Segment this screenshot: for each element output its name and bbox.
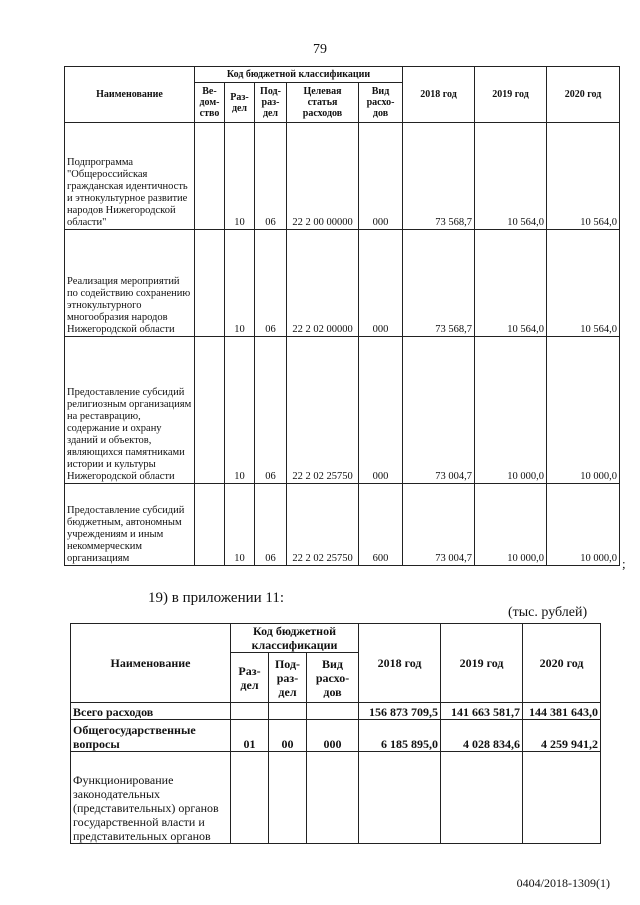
page-number: 79 (313, 42, 327, 57)
row-name: Всего расходов (71, 703, 231, 720)
row-podrazdel: 06 (255, 123, 287, 230)
table-row (65, 484, 620, 566)
row-2020: 144 381 643,0 (523, 703, 601, 720)
row-razdel (231, 703, 269, 720)
row-podrazdel (269, 703, 307, 720)
amendment-paragraph: 19) в приложении 11: (148, 590, 285, 606)
table-row (71, 720, 601, 752)
row-podrazdel: 06 (255, 337, 287, 484)
row-2019: 4 028 834,6 (441, 720, 523, 752)
budget-table-departmental (64, 66, 620, 566)
table-row (71, 703, 601, 720)
row-razdel: 01 (231, 720, 269, 752)
header-vedomstvo: Ве- дом- ство (195, 83, 225, 123)
row-razdel: 10 (225, 123, 255, 230)
header-razdel: Раз- дел (231, 653, 269, 703)
row-celevaya: 22 2 02 00000 (287, 230, 359, 337)
row-vid: 000 (359, 123, 403, 230)
header-celevaya: Целевая статья расходов (287, 83, 359, 123)
table-row (65, 337, 620, 484)
row-vid (307, 752, 359, 844)
row-vedomstvo (195, 123, 225, 230)
header-name: Наименование (65, 67, 195, 123)
row-vid (307, 703, 359, 720)
table-row (65, 123, 620, 230)
units-label: (тыс. рублей) (508, 605, 588, 620)
row-2020 (523, 752, 601, 844)
row-2019: 10 000,0 (475, 484, 547, 566)
row-name: Подпрограмма "Общероссийская гражданская идентичность и этнокультурное развитие народов Нижегородской области" (65, 123, 195, 230)
row-podrazdel (269, 752, 307, 844)
header-2018: 2018 год (403, 67, 475, 123)
row-razdel: 10 (225, 484, 255, 566)
header-name: Наименование (71, 624, 231, 703)
row-razdel (231, 752, 269, 844)
header-vid: Вид расхо- дов (307, 653, 359, 703)
header-2019: 2019 год (475, 67, 547, 123)
header-2020: 2020 год (547, 67, 620, 123)
row-2019: 10 564,0 (475, 230, 547, 337)
row-2020: 4 259 941,2 (523, 720, 601, 752)
row-vid: 000 (307, 720, 359, 752)
row-2018 (359, 752, 441, 844)
row-2019 (441, 752, 523, 844)
row-vid: 000 (359, 230, 403, 337)
row-2019: 10 564,0 (475, 123, 547, 230)
table-row (71, 752, 601, 844)
row-vid: 000 (359, 337, 403, 484)
row-name: Функционирование законодательных (представительных) органов государственной власти и представительных органов (71, 752, 231, 844)
header-code-group: Код бюджетной классификации (195, 67, 403, 83)
header-2018: 2018 год (359, 624, 441, 703)
row-name: Реализация мероприятий по содействию сохранению этнокультурного многообразия народов Нижегородской области (65, 230, 195, 337)
row-2018: 73 568,7 (403, 230, 475, 337)
row-2020: 10 000,0 (547, 337, 620, 484)
row-vedomstvo (195, 230, 225, 337)
row-razdel: 10 (225, 337, 255, 484)
row-celevaya: 22 2 02 25750 (287, 337, 359, 484)
header-vid: Вид расхо- дов (359, 83, 403, 123)
trailing-semicolon: ; (622, 556, 626, 571)
row-podrazdel: 00 (269, 720, 307, 752)
row-podrazdel: 06 (255, 230, 287, 337)
header-2020: 2020 год (523, 624, 601, 703)
row-2019: 10 000,0 (475, 337, 547, 484)
header-razdel: Раз- дел (225, 83, 255, 123)
table-row (65, 230, 620, 337)
row-2020: 10 564,0 (547, 230, 620, 337)
row-2020: 10 564,0 (547, 123, 620, 230)
header-2019: 2019 год (441, 624, 523, 703)
row-2018: 73 568,7 (403, 123, 475, 230)
row-2018: 6 185 895,0 (359, 720, 441, 752)
row-2018: 73 004,7 (403, 484, 475, 566)
row-name: Предоставление субсидий религиозным организациям на реставрацию, содержание и охрану зданий и объектов, являющихся памятниками истории и культуры Нижегородской области (65, 337, 195, 484)
row-vedomstvo (195, 337, 225, 484)
budget-table-sections (70, 623, 601, 844)
row-name: Общегосударственные вопросы (71, 720, 231, 752)
row-razdel: 10 (225, 230, 255, 337)
header-podrazdel: Под- раз- дел (255, 83, 287, 123)
row-2018: 156 873 709,5 (359, 703, 441, 720)
row-2019: 141 663 581,7 (441, 703, 523, 720)
header-podrazdel: Под- раз- дел (269, 653, 307, 703)
document-code: 0404/2018-1309(1) (516, 876, 610, 890)
row-celevaya: 22 2 02 25750 (287, 484, 359, 566)
row-2020: 10 000,0 (547, 484, 620, 566)
row-celevaya: 22 2 00 00000 (287, 123, 359, 230)
row-podrazdel: 06 (255, 484, 287, 566)
header-code-group: Код бюджетной классификации (231, 624, 359, 653)
row-vedomstvo (195, 484, 225, 566)
row-vid: 600 (359, 484, 403, 566)
row-name: Предоставление субсидий бюджетным, автономным учреждениям и иным некоммерческим организациям (65, 484, 195, 566)
row-2018: 73 004,7 (403, 337, 475, 484)
